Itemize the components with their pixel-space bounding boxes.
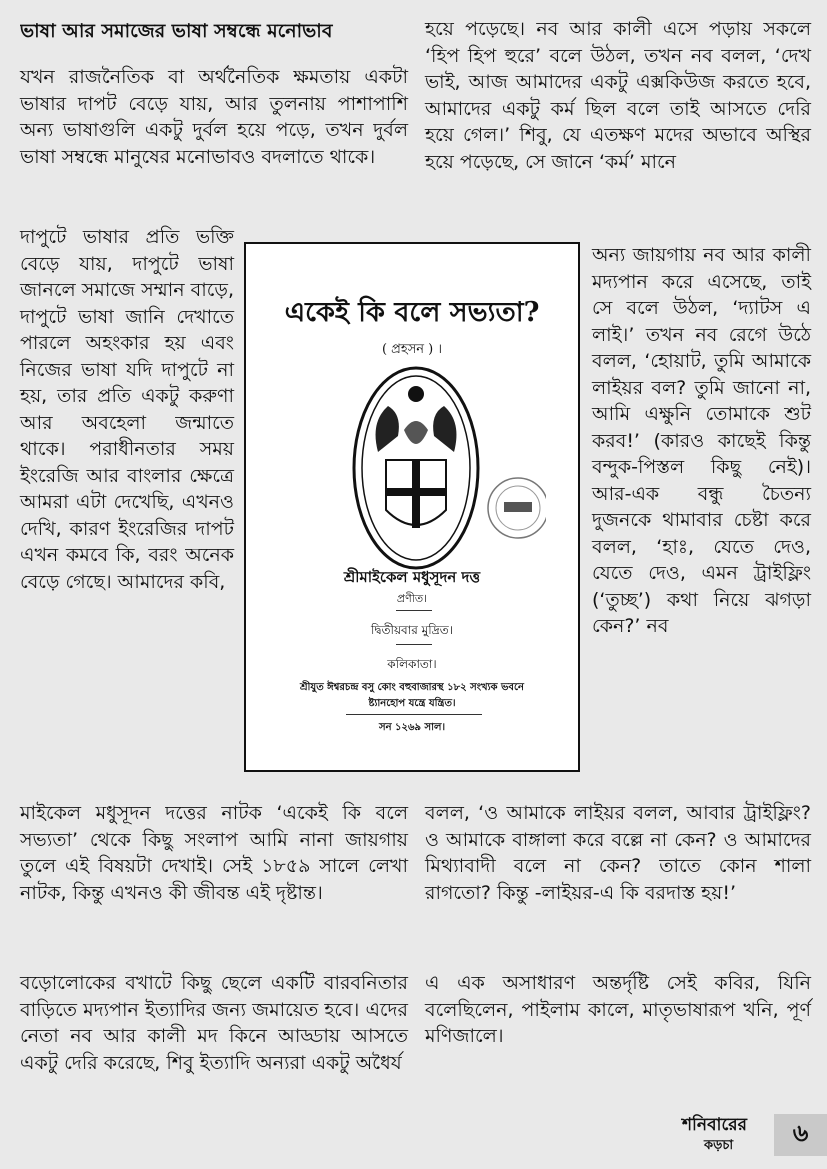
paragraph: মাইকেল মধুসূদন দত্তের নাটক ‘একেই কি বলে সভ্যতা’ থেকে কিছু সংলাপ আমি নানা জায়গায় তুলে এই বিষয়টা দেখাই। সেই ১৮৫৯ সালে লেখা নাটক, কিন্তু এখনও কী জীবন্ত এই দৃষ্টান্ত। [20, 802, 408, 904]
right-column-wrapped [592, 242, 811, 640]
book-author: শ্রীমাইকেল মধুসূদন দত্ত [343, 568, 481, 586]
book-title: একেই কি বলে সভ্যতা? [284, 297, 540, 328]
press-line-2: ষ্ট্যানহোপ যন্ত্রে যন্ত্রিত। [368, 698, 456, 709]
edition-line: দ্বিতীয়বার মুদ্রিত। [370, 623, 453, 637]
magazine-logo [682, 1112, 756, 1158]
left-column-drama-ref [20, 800, 408, 906]
right-column-closing [425, 970, 811, 1050]
book-subtitle: ( প্রহসন ) । [381, 342, 443, 357]
paragraph: যখন রাজনৈতিক বা অর্থনৈতিক ক্ষমতায় একটা ভাষার দাপট বেড়ে যায়, আর তুলনায় পাশাপাশি অন্য ভাষাগুলি একটু দুর্বল হয়ে পড়ে, তখন দুর্বল ভাষা সম্বন্ধে মানুষের মনোভাবও বদলাতে থাকে। [20, 66, 408, 168]
city-line: কলিকাতা। [387, 657, 437, 671]
coat-of-arms-icon [286, 360, 546, 574]
left-column-wrapped [20, 224, 234, 595]
logo-text-bottom: কড়চা [704, 1138, 734, 1153]
article-heading: ভাষা আর সমাজের ভাষা সম্বন্ধে মনোভাব [20, 20, 333, 42]
paragraph: এ এক অসাধারণ অন্তর্দৃষ্টি সেই কবির, যিনি বলেছিলেন, পাইলাম কালে, মাতৃভাষারূপ খনি, পূর্ণ মণিজালে। [425, 972, 811, 1047]
paragraph: বড়োলোকের বখাটে কিছু ছেলে একটি বারবনিতার বাড়িতে মদ্যপান ইত্যাদির জন্য জমায়েত হবে। এদের নেতা নব আর কালী মদ কিনে আড্ডায় আসতে একটু দেরি করেছে, শিবু ইত্যাদি অন্যরা একটু অধৈর্য [20, 972, 408, 1074]
author-credit: প্রণীত। [396, 592, 428, 605]
paragraph: দাপুটে ভাষার প্রতি ভক্তি বেড়ে যায়, দাপুটে ভাষা জানলে সমাজে সম্মান বাড়ে, দাপুটে ভাষা জানি দেখাতে পারলে অহংকার হয় এবং নিজের ভাষা যদি দাপুটে না হয়, তার প্রতি একটু করুণা আর অবহেলা জন্মাতে থাকে। পরাধীনতার সময় ইংরেজি আর বাংলার ক্ষেত্রে আমরা এটা দেখেছি, এখনও দেখি, কারণ ইংরেজির দাপট এখন কমবে কি, বরং অনেক বেড়ে গেছে। আমাদের কবি, [20, 226, 234, 593]
divider [396, 644, 432, 645]
left-column-story [20, 970, 408, 1076]
right-column-top [425, 16, 811, 175]
book-title-page-image [244, 242, 580, 772]
year-line: সন ১২৬৯ সাল। [378, 722, 446, 733]
logo-text-top: শনিবারের [682, 1115, 747, 1135]
paragraph: বলল, ‘ও আমাকে লাইয়র বলল, আবার ট্রাইফ্লিং? ও আমাকে বাঙ্গালা করে বল্লে না কেন? ও আমাদের মিথ্যাবাদী বলে না কেন? তাতে কোন শালা রাগতো? কিন্তু -লাইয়র-এ কি বরদাস্ত হয়!’ [425, 802, 811, 904]
press-line-1: শ্রীযুত ঈশ্বরচন্দ্র বসু কোং বহুবাজারস্থ ১৮২ সংখ্যক ভবনে [300, 682, 524, 693]
right-column-dialogue [425, 800, 811, 906]
page-number: ৬ [774, 1114, 827, 1156]
paragraph: হয়ে পড়েছে। নব আর কালী এসে পড়ায় সকলে ‘হিপ হিপ হুরে’ বলে উঠল, তখন নব বলল, ‘দেখ ভাই, আজ আমাদের একটু এক্সকিউজ করতে হবে, আমাদের একটু কর্ম ছিল বলে তাই আসতে দেরি হয়ে গেল।’ শিবু, যে এতক্ষণ মদের অভাবে অস্থির হয়ে পড়েছে, সে জানে ‘কর্ম’ মানে [425, 18, 811, 173]
paragraph: অন্য জায়গায় নব আর কালী মদ্যপান করে এসেছে, তাই সে বলে উঠল, ‘দ্যাটস এ লাই।’ তখন নব রেগে উঠে বলল, ‘হোয়াট, তুমি আমাকে লাইয়র বল? তুমি জানো না, আমি এক্ষুনি তোমাকে শুট করব!’ (কারও কাছেই কিন্তু বন্দুক-পিস্তল কিছু নেই)। আর-এক বন্ধু চৈতন্য দুজনকে থামাবার চেষ্টা করে বলল, ‘হাঃ, যেতে দেও, যেতে দেও, এমন ট্রাইফ্লিং (‘তুচ্ছ’) কথা নিয়ে ঝগড়া কেন?’ নব [592, 244, 811, 637]
divider [346, 714, 482, 715]
divider [396, 610, 432, 611]
left-column-intro [20, 64, 408, 170]
